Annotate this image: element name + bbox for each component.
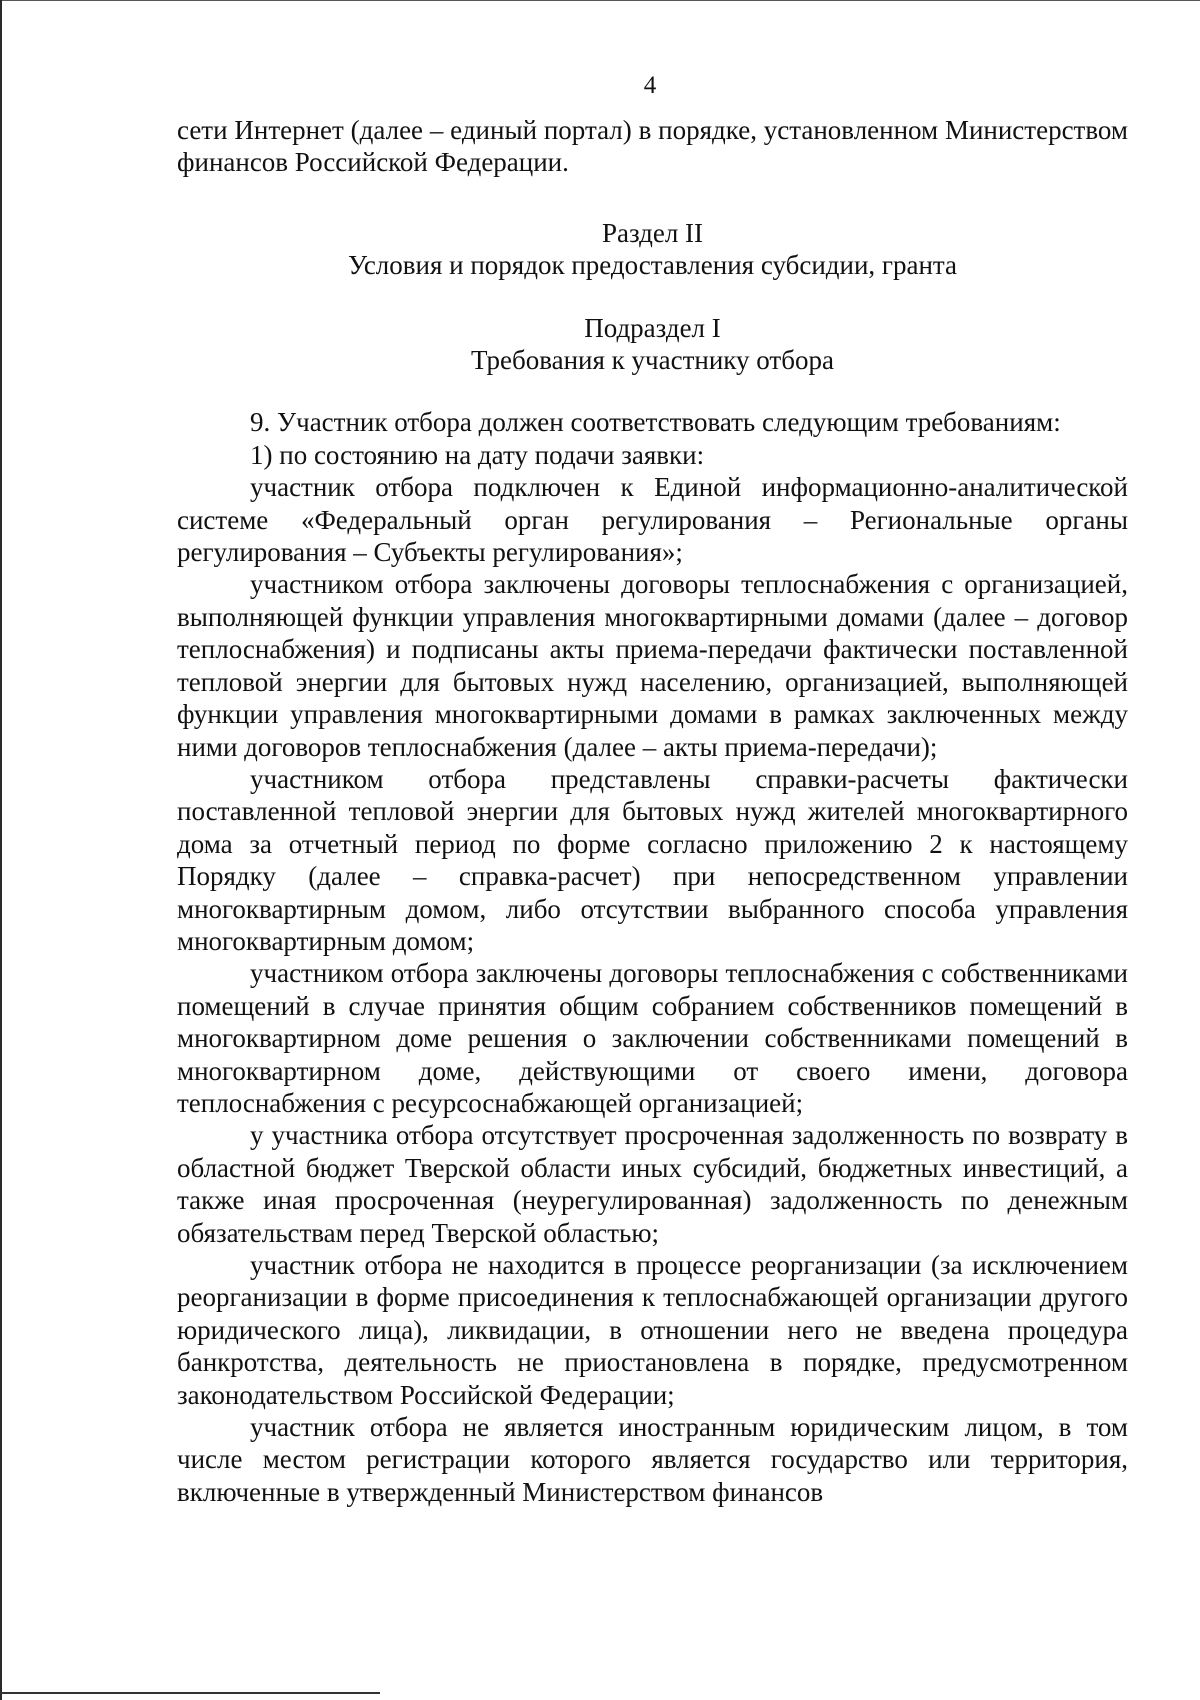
subsection-label: Подраздел I bbox=[584, 312, 721, 343]
paragraph-calculation-certificates: участником отбора представлены справки-расчеты фактически поставленной тепловой энергии для бытовых нужд жителей многоквартирного дома за отчетный период по форме согласно приложению 2 к настоящему Порядку (далее – справка-расчет) при непосредственном управлении многоквартирным домом, либо отсутствии выбранного способа управления многоквартирным домом; bbox=[177, 763, 1128, 956]
paragraph-no-debt: у участника отбора отсутствует просроченная задолженность по возврату в областной бюджет Тверской области иных субсидий, бюджетных инвестиций, а также иная просроченная (неурегулированная) задолженность по денежным обязательствам перед Тверской областью; bbox=[177, 1120, 1128, 1248]
paragraph-heat-contracts-management: участником отбора заключены договоры теплоснабжения с организацией, выполняющей функции управления многоквартирными домами (далее – договор теплоснабжения) и подписаны акты приема-передачи фактически поставленной тепловой энергии для бытовых нужд населению, организацией, выполняющей функции управления многоквартирными домами в рамках заключенных между ними договоров теплоснабжения (далее – акты приема-передачи); bbox=[177, 569, 1128, 762]
scan-edge-bottom bbox=[0, 1692, 380, 1694]
paragraph-eias: участник отбора подключен к Единой информационно-аналитической системе «Федеральный орган регулирования – Региональные органы регулирования – Субъекты регулирования»; bbox=[177, 472, 1128, 568]
scan-edge-left bbox=[0, 0, 2, 1700]
paragraph-not-foreign-entity: участник отбора не является иностранным юридическим лицом, в том числе местом регистрации которого является государство или территория, включенные в утвержденный Министерством финансов bbox=[177, 1412, 1128, 1507]
scan-edge-top bbox=[0, 0, 1200, 1]
paragraph-item-1: 1) по состоянию на дату подачи заявки: bbox=[250, 439, 705, 470]
spacer bbox=[177, 376, 1128, 406]
page-number: 4 bbox=[643, 72, 657, 99]
subsection-title: Требования к участнику отбора bbox=[471, 345, 834, 376]
document-body bbox=[177, 114, 1128, 1508]
spacer bbox=[177, 282, 1128, 312]
section-title: Условия и порядок предоставления субсидии, гранта bbox=[347, 250, 958, 281]
paragraph-heat-contracts-owners: участником отбора заключены договоры теплоснабжения с собственниками помещений в случае принятия общим собранием собственников помещений в многоквартирном доме решения о заключении собственниками помещений в многоквартирном доме, действующими от своего имени, договора теплоснабжения с ресурсоснабжающей организацией; bbox=[177, 958, 1128, 1118]
paragraph-no-reorganization: участник отбора не находится в процессе реорганизации (за исключением реорганизации в форме присоединения к теплоснабжающей организации другого юридического лица), ликвидации, в отношении него не введена процедура банкротства, деятельность не приостановлена в порядке, предусмотренном законодательством Российской Федерации; bbox=[177, 1250, 1128, 1410]
intro-paragraph: сети Интернет (далее – единый портал) в порядке, установленном Министерством финансов Российской Федерации. bbox=[177, 115, 1128, 178]
paragraph-requirements-intro: 9. Участник отбора должен соответствовать следующим требованиям: bbox=[250, 407, 1061, 438]
section-label: Раздел II bbox=[601, 217, 704, 248]
spacer bbox=[177, 179, 1128, 217]
